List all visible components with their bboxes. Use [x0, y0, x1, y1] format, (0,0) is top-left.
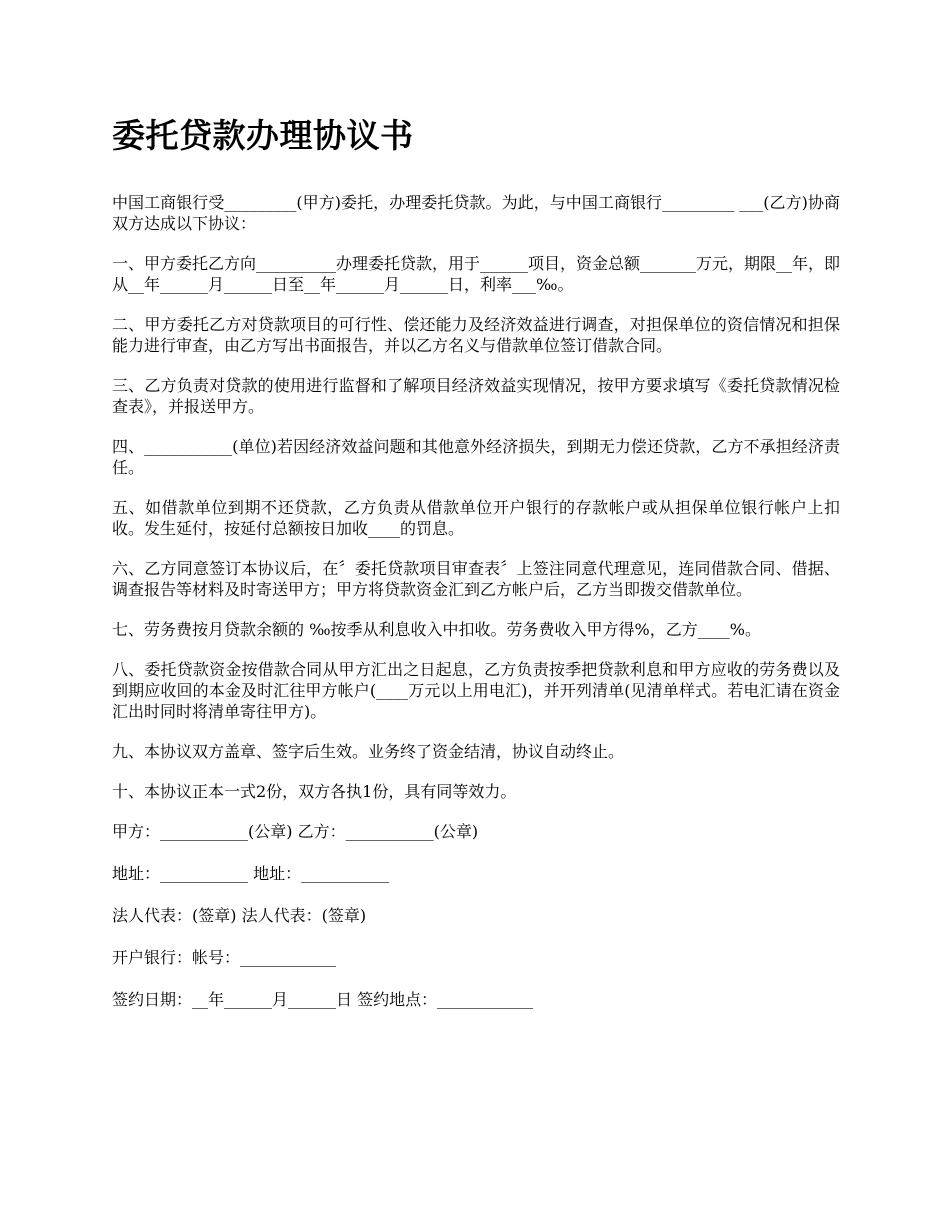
clause-1: 一、甲方委托乙方向__________办理委托贷款，用于______项目，资金总额_______万元，期限__年，即从__年______月______日至__年______月______日，利率___‰。: [112, 254, 841, 294]
document-title: 委托贷款办理协议书: [112, 116, 414, 155]
signature-address-line: 地址：___________ 地址：___________: [112, 864, 390, 883]
document-page: [112, 112, 840, 1031]
clause-3: 三、乙方负责对贷款的使用进行监督和了解项目经济效益实现情况，按甲方要求填写《委托贷款情况检查表》，并报送甲方。: [112, 376, 840, 416]
clause-9: 九、本协议双方盖章、签字后生效。业务终了资金结清，协议自动终止。: [112, 742, 625, 761]
clause-6: 六、乙方同意签订本协议后，在〞委托贷款项目审查表〞上签注同意代理意见，连同借款合同、借据、调查报告等材料及时寄送甲方；甲方将贷款资金汇到乙方帐户后，乙方当即拨交借款单位。: [112, 559, 840, 599]
clause-7: 七、劳务费按月贷款余额的 ‰按季从利息收入中扣收。劳务费收入甲方得%，乙方____%。: [112, 620, 761, 639]
clause-10: 十、本协议正本一式2份，双方各执1份，具有同等效力。: [112, 782, 517, 801]
signature-legal-rep-line: 法人代表：(签章) 法人代表：(签章): [112, 906, 367, 925]
signature-date-place-line: 签约日期：__年______月______日 签约地点：____________: [112, 990, 534, 1009]
signature-bank-line: 开户银行：帐号：____________: [112, 948, 337, 967]
clause-5: 五、如借款单位到期不还贷款，乙方负责从借款单位开户银行的存款帐户或从担保单位银行帐户上扣收。发生延付，按延付总额按日加收____的罚息。: [112, 498, 840, 538]
clause-2: 二、甲方委托乙方对贷款项目的可行性、偿还能力及经济效益进行调查，对担保单位的资信情况和担保能力进行审查，由乙方写出书面报告，并以乙方名义与借款单位签订借款合同。: [112, 315, 840, 355]
clause-4: 四、___________(单位)若因经济效益问题和其他意外经济损失，到期无力偿还贷款，乙方不承担经济责任。: [112, 437, 840, 477]
signature-parties-line: 甲方：___________(公章) 乙方：___________(公章): [112, 822, 479, 841]
clause-8: 八、委托贷款资金按借款合同从甲方汇出之日起息，乙方负责按季把贷款利息和甲方应收的劳务费以及到期应收回的本金及时汇往甲方帐户(____万元以上用电汇)，并开列清单(见清单样式。若电汇请在资金汇出时同时将清单寄往甲方)。: [112, 660, 840, 721]
intro-paragraph: 中国工商银行受_________(甲方)委托，办理委托贷款。为此，与中国工商银行_________ ___(乙方)协商双方达成以下协议：: [112, 193, 840, 233]
